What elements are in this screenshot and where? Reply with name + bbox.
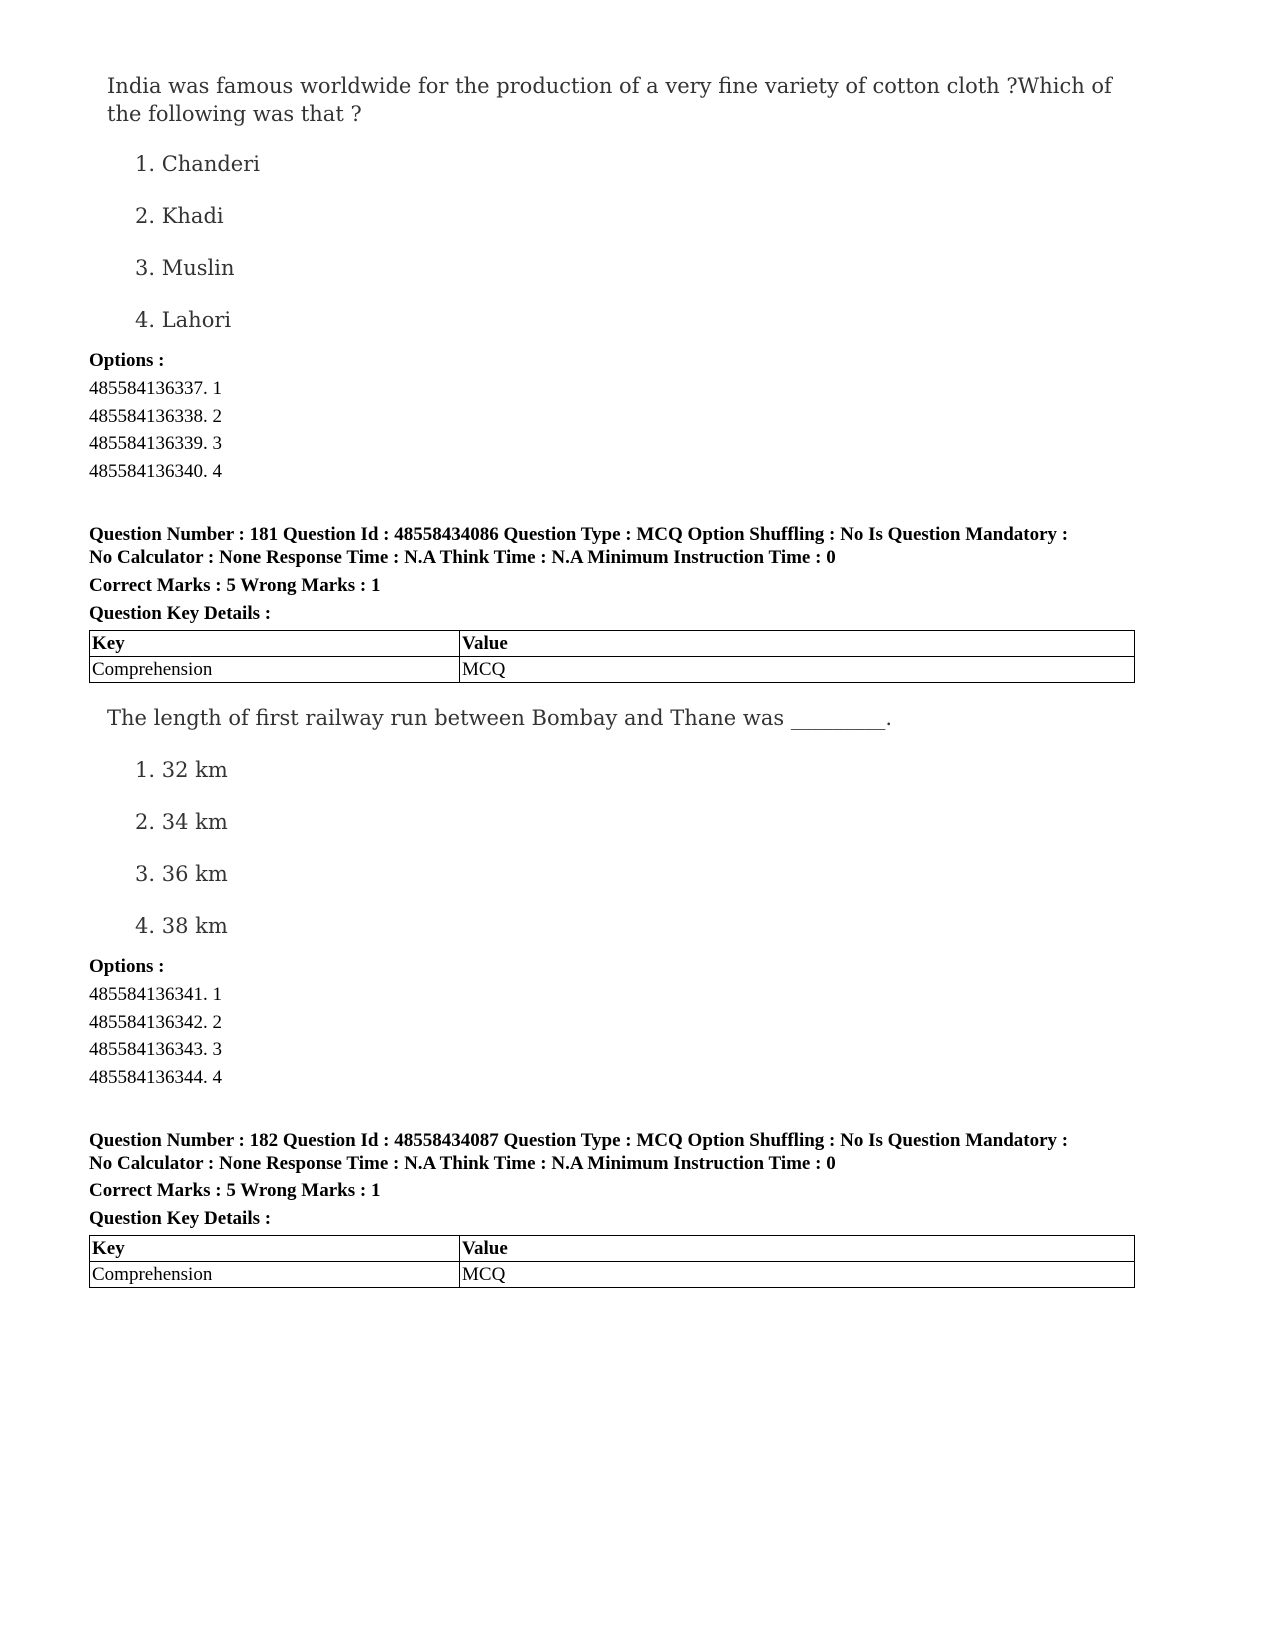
question-header-line: Question Number : 182 Question Id : 48558434087 Question Type : MCQ Option Shuffling : No Is Question Mandatory : [89,1130,1069,1151]
table-header-row [90,631,1135,657]
key-header: Key [90,1236,460,1262]
options-label: Options : [89,350,165,371]
choice-item: 4. Lahori [135,308,232,332]
question-header-line: No Calculator : None Response Time : N.A Think Time : N.A Minimum Instruction Time : 0 [89,547,836,568]
key-cell: Comprehension [90,657,460,683]
choice-item: 3. Muslin [135,256,235,280]
value-header: Value [460,631,1135,657]
question-text: India was famous worldwide for the production of a very fine variety of cotton cloth ?Which of the following was that ? [107,74,1112,126]
question-image-1 [107,72,1127,332]
options-block [89,347,222,485]
option-id: 485584136343. 3 [89,1039,222,1061]
choice-item: 1. 32 km [135,758,228,782]
key-details-table [89,1235,1135,1288]
key-header: Key [90,631,460,657]
choice-item: 3. 36 km [135,862,228,886]
option-id: 485584136339. 3 [89,433,222,455]
key-details-label: Question Key Details : [89,1208,272,1229]
choice-item: 4. 38 km [135,914,228,938]
options-block [89,953,222,1091]
key-details-label: Question Key Details : [89,603,272,624]
key-details-table [89,630,1135,683]
question-header [89,1129,1229,1175]
question-header-line: No Calculator : None Response Time : N.A Think Time : N.A Minimum Instruction Time : 0 [89,1153,836,1174]
table-row [90,1262,1135,1288]
option-id: 485584136340. 4 [89,460,222,482]
option-id: 485584136338. 2 [89,405,222,427]
question-header-line: Question Number : 181 Question Id : 48558434086 Question Type : MCQ Option Shuffling : No Is Question Mandatory : [89,524,1069,545]
options-label: Options : [89,956,165,977]
choice-item: 2. Khadi [135,204,224,228]
question-image-2 [107,704,1127,938]
option-id: 485584136341. 1 [89,984,222,1005]
question-header [89,523,1229,569]
marks-line: Correct Marks : 5 Wrong Marks : 1 [89,575,381,596]
choice-item: 1. Chanderi [135,152,260,176]
question-text: The length of first railway run between Bombay and Thane was _________. [107,706,892,730]
value-cell: MCQ [460,657,1135,683]
choice-item: 2. 34 km [135,810,228,834]
table-row [90,657,1135,683]
option-id: 485584136344. 4 [89,1066,222,1088]
marks-line: Correct Marks : 5 Wrong Marks : 1 [89,1180,381,1201]
option-id: 485584136342. 2 [89,1011,222,1033]
value-cell: MCQ [460,1262,1135,1288]
key-cell: Comprehension [90,1262,460,1288]
option-id: 485584136337. 1 [89,378,222,399]
value-header: Value [460,1236,1135,1262]
table-header-row [90,1236,1135,1262]
